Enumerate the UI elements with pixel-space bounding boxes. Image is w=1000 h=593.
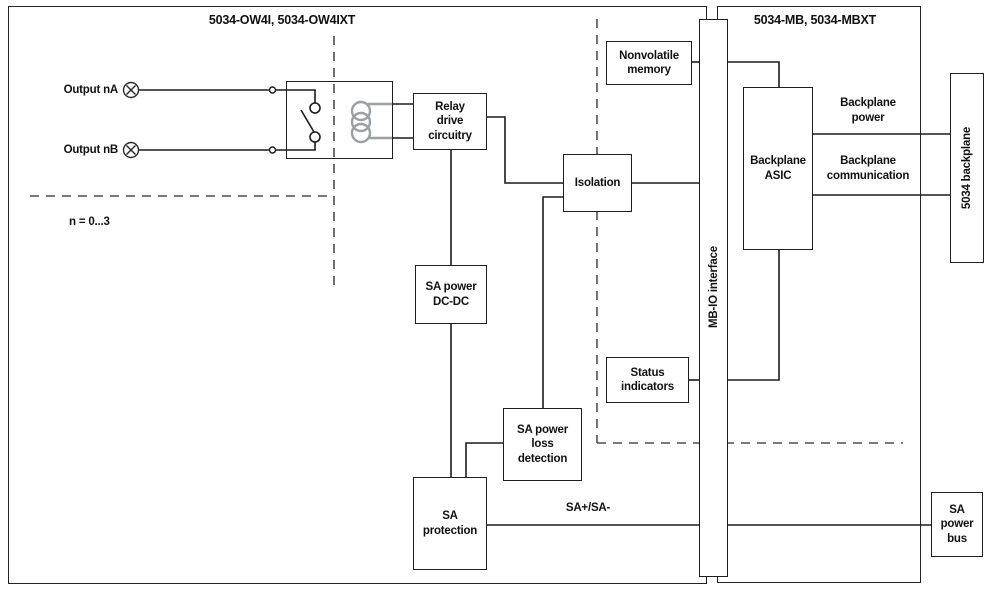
block-label: Status indicators: [621, 366, 674, 393]
contact-terminal-icons: [270, 87, 276, 153]
block-sa-protection: [413, 477, 487, 570]
bar-mb-io-interface: [699, 19, 728, 577]
block-status-indicators: [606, 357, 689, 403]
wire-mbio-asic-bottom: [728, 250, 779, 380]
block-isolation: [563, 154, 632, 212]
label-sa-line: SA+/SA-: [565, 502, 611, 514]
block-label: SA power loss detection: [516, 423, 568, 465]
block-relay-drive-circuitry: [413, 93, 487, 150]
block-sa-power-loss-detection: [503, 408, 582, 481]
block-label: Relay drive circuitry: [428, 100, 472, 142]
block-sa-power-dcdc: [415, 265, 487, 324]
relay-symbol-box: [286, 81, 393, 159]
block-backplane-asic: [743, 87, 813, 250]
block-label: Nonvolatile memory: [619, 49, 679, 76]
block-label: Isolation: [574, 176, 621, 189]
bar-label: MB-IO interface: [707, 245, 720, 328]
block-label: SA power bus: [940, 503, 974, 545]
label-n-range: n = 0...3: [69, 216, 110, 228]
bar-label: 5034 backplane: [961, 126, 973, 210]
screw-terminal-icon-b: [124, 143, 139, 158]
bar-5034-backplane: [950, 73, 984, 263]
wire-relaydrive-isolation: [487, 117, 563, 183]
block-label: Backplane ASIC: [750, 155, 806, 182]
label-backplane-communication: Backplane communication: [826, 155, 910, 182]
label-output-na: Output nA: [63, 84, 118, 96]
block-nonvolatile-memory: [606, 41, 692, 85]
wire-saloss-protection: [466, 443, 503, 477]
block-label: SA power DC-DC: [425, 281, 477, 308]
label-backplane-power: Backplane power: [840, 97, 896, 124]
wire-isolation-saloss: [543, 197, 563, 408]
right-module-title: 5034-MB, 5034-MBXT: [753, 13, 877, 27]
wire-mbio-asic-top: [728, 62, 779, 87]
screw-terminal-icon-a: [124, 83, 139, 98]
label-output-nb: Output nB: [63, 144, 118, 156]
block-sa-power-bus: [931, 492, 983, 557]
left-module-title: 5034-OW4I, 5034-OW4IXT: [208, 13, 356, 27]
block-label: SA protection: [422, 510, 478, 537]
